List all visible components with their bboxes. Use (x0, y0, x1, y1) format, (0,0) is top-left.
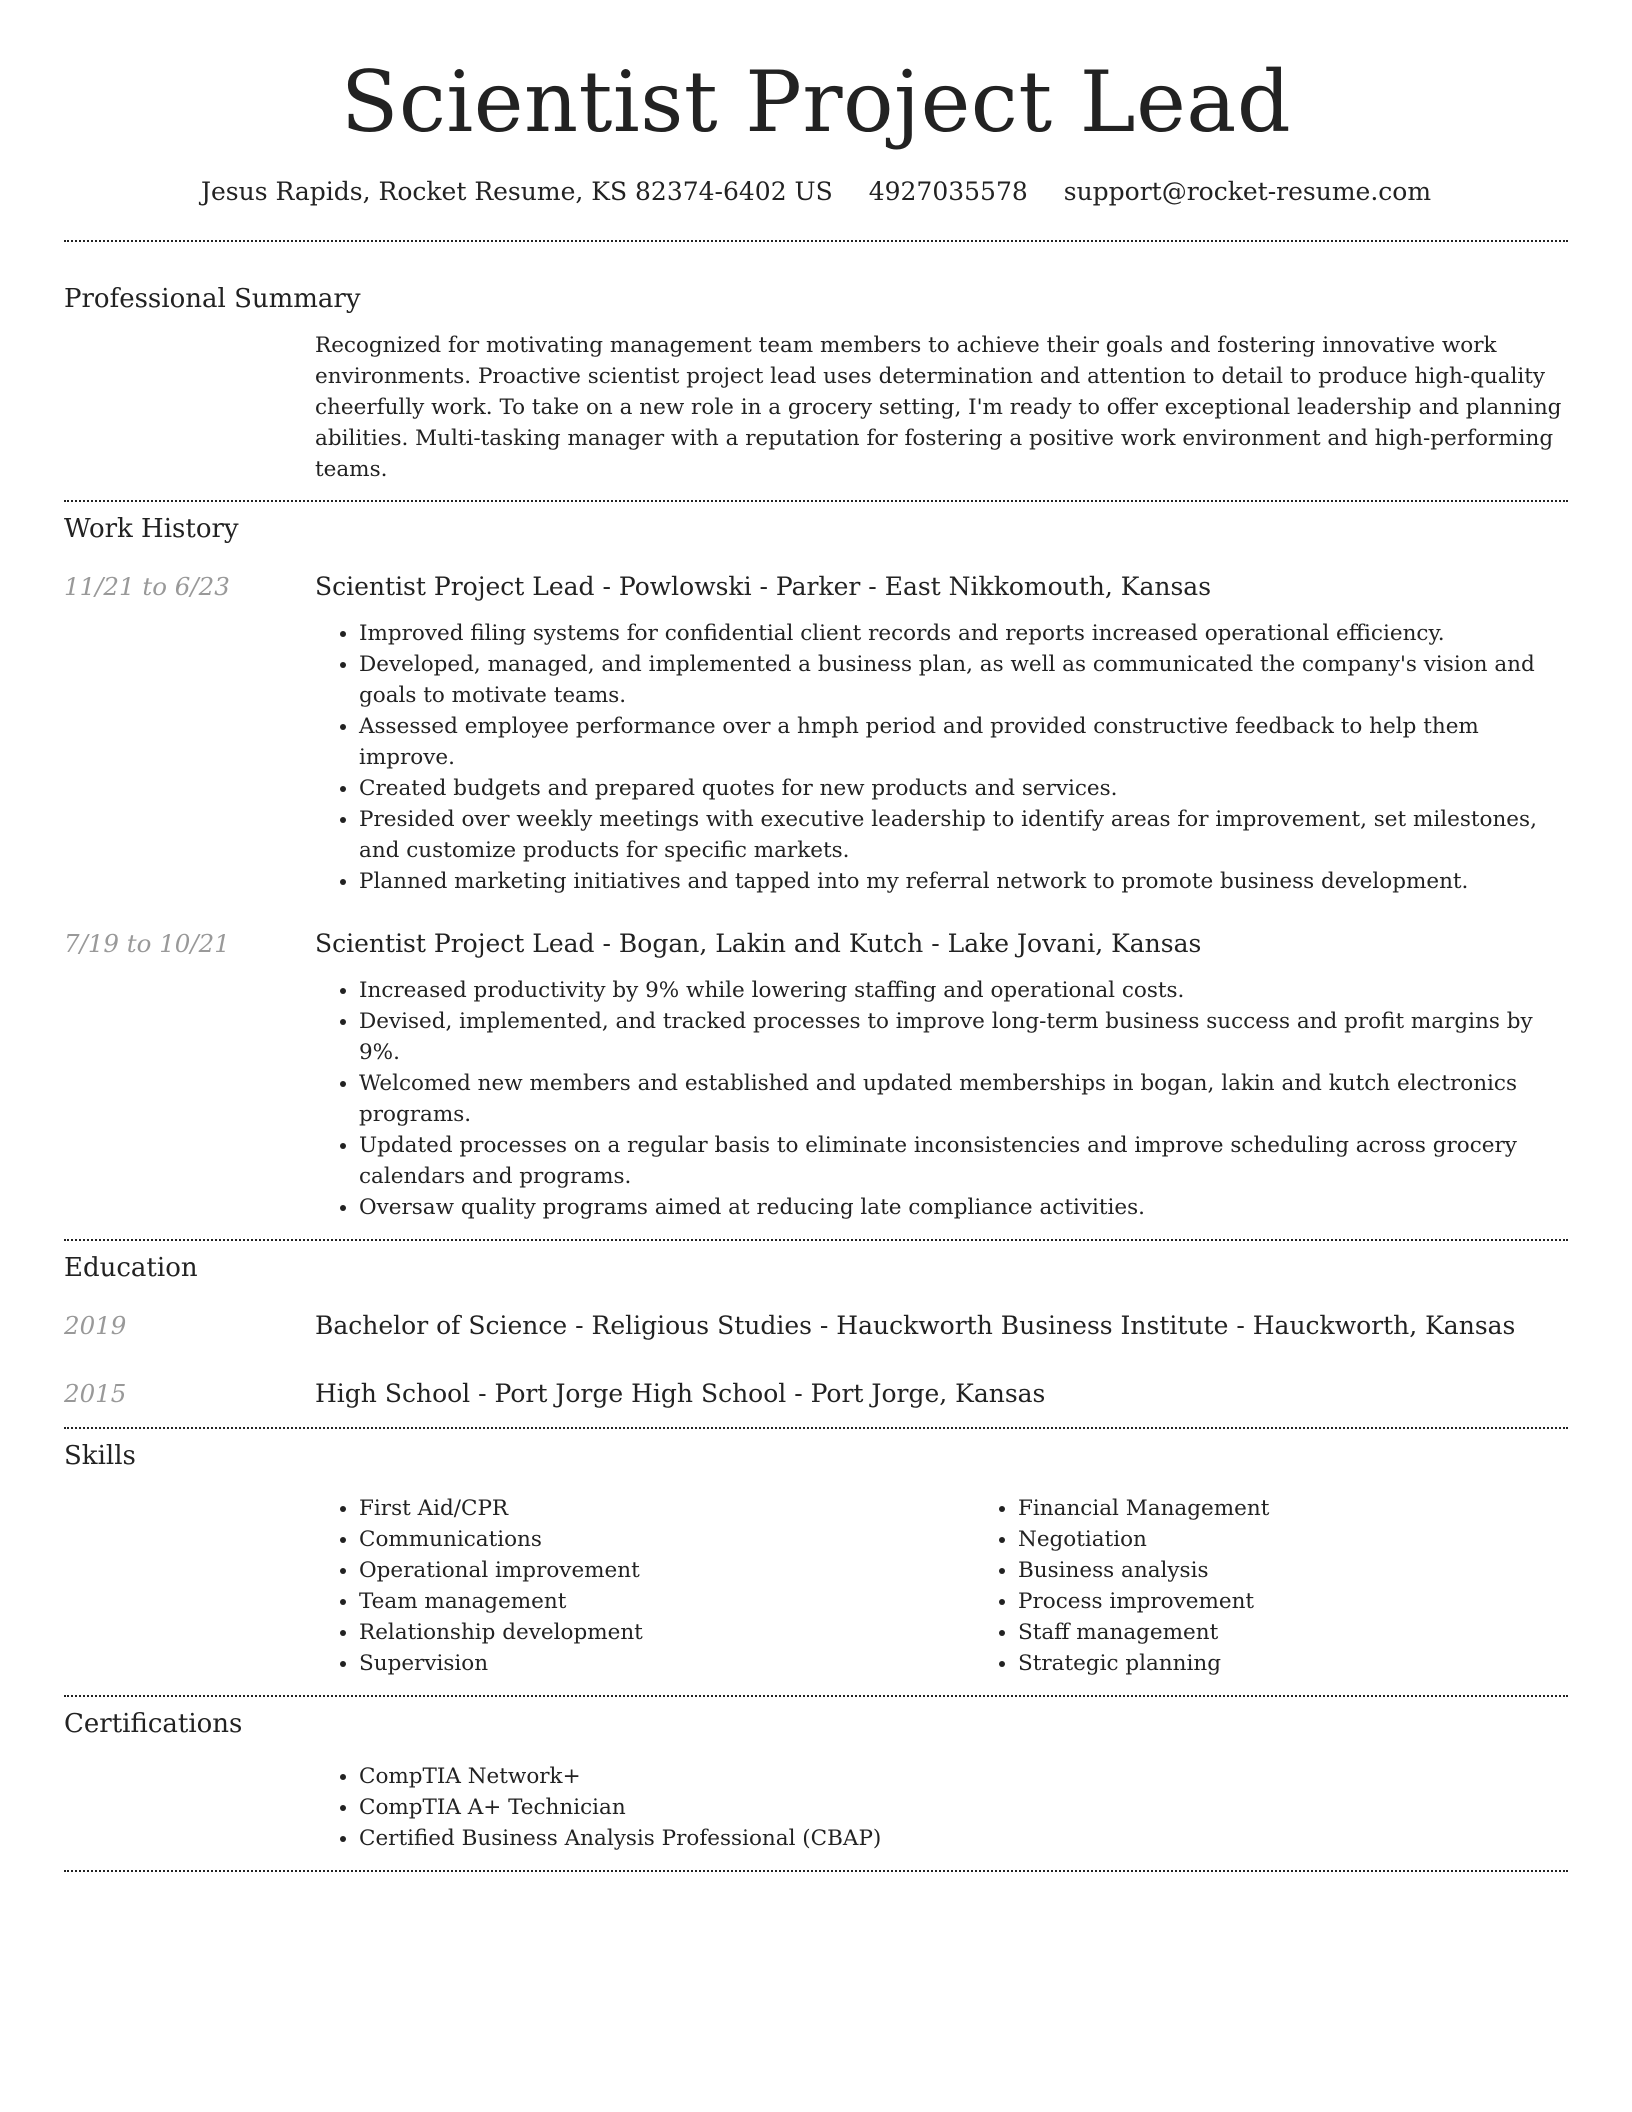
education-section (64, 1241, 1568, 1411)
skills-section (64, 1429, 1568, 1679)
skill-item: • First Aid/CPR (359, 1493, 974, 1524)
job-entry (64, 927, 1568, 1223)
job-bullets (315, 618, 1568, 897)
divider (64, 1870, 1568, 1872)
skill-item: • Negotiation (1018, 1524, 1632, 1555)
list-item: • Developed, managed, and implemented a business plan, as well as communicated the company's vision and goals to motivate teams. (359, 649, 1568, 711)
skill-item: • Communications (359, 1524, 974, 1555)
certifications-heading: Certifications (64, 1709, 243, 1739)
certifications-section (64, 1697, 1568, 1854)
summary-section (64, 242, 1568, 485)
job-dates: 11/21 to 6/23 (64, 572, 230, 601)
education-degree: Bachelor of Science (315, 1311, 568, 1340)
list-item: • Updated processes on a regular basis to eliminate inconsistencies and improve scheduling across grocery calendars and programs. (359, 1130, 1568, 1192)
list-item: • Increased productivity by 9% while lowering staffing and operational costs. (359, 975, 1568, 1006)
contact-address: Jesus Rapids, Rocket Resume, KS 82374-6402 US (200, 177, 833, 206)
certification-item: • Certified Business Analysis Professional (CBAP) (359, 1823, 1568, 1854)
list-item: • Assessed employee performance over a hmph period and provided constructive feedback to help them improve. (359, 711, 1568, 773)
skills-list-right (974, 1493, 1632, 1679)
job-entry (64, 570, 1568, 897)
skills-heading: Skills (64, 1441, 136, 1471)
list-item: • Created budgets and prepared quotes for new products and services. (359, 773, 1568, 804)
skill-item: • Operational improvement (359, 1555, 974, 1586)
skill-item: • Staff management (1018, 1617, 1632, 1648)
education-entry (64, 1377, 1568, 1411)
work-section (64, 502, 1568, 1223)
list-item: • Devised, implemented, and tracked processes to improve long-term business success and profit margins by 9%. (359, 1006, 1568, 1068)
resume-name: Scientist Project Lead (340, 53, 1292, 151)
job-title: Scientist Project Lead - Bogan, Lakin and Kutch - Lake Jovani, Kansas (315, 929, 1202, 958)
skill-item: • Relationship development (359, 1617, 974, 1648)
list-item: • Oversaw quality programs aimed at reducing late compliance activities. (359, 1192, 1568, 1223)
skill-item: • Process improvement (1018, 1586, 1632, 1617)
contact-email: support@rocket-resume.com (1063, 177, 1432, 206)
job-bullets (315, 975, 1568, 1223)
skill-item: • Supervision (359, 1648, 974, 1679)
education-entry (64, 1309, 1568, 1343)
summary-text: Recognized for motivating management team members to achieve their goals and fostering innovative work environments. Proactive scientist project lead uses determination and attention to detail to produce high-quality cheerfully work. To take on a new role in a grocery setting, I'm ready to offer exceptional leadership and planning abilities. Multi-tasking manager with a reputation for fostering a positive work environment and high-performing teams. (315, 333, 1562, 482)
contact-line (64, 176, 1568, 208)
resume-page (64, 0, 1568, 1872)
education-details: - Port Jorge High School - Port Jorge, Kansas (470, 1379, 1046, 1408)
job-dates: 7/19 to 10/21 (64, 929, 230, 958)
skills-list-left (315, 1493, 974, 1679)
education-year: 2015 (64, 1379, 127, 1408)
certification-item: • CompTIA A+ Technician (359, 1792, 1568, 1823)
summary-heading: Professional Summary (64, 284, 361, 314)
education-year: 2019 (64, 1311, 127, 1340)
work-heading: Work History (64, 514, 239, 544)
education-heading: Education (64, 1253, 198, 1283)
list-item: • Improved filing systems for confidential client records and reports increased operational efficiency. (359, 618, 1568, 649)
skill-item: • Strategic planning (1018, 1648, 1632, 1679)
list-item: • Welcomed new members and established and updated memberships in bogan, lakin and kutch electronics programs. (359, 1068, 1568, 1130)
list-item: • Presided over weekly meetings with executive leadership to identify areas for improvement, set milestones, and customize products for specific markets. (359, 804, 1568, 866)
education-degree: High School (315, 1379, 471, 1408)
skill-item: • Team management (359, 1586, 974, 1617)
certifications-list (315, 1761, 1568, 1854)
education-details: - Religious Studies - Hauckworth Business Institute - Hauckworth, Kansas (567, 1311, 1516, 1340)
skill-item: • Business analysis (1018, 1555, 1632, 1586)
skill-item: • Financial Management (1018, 1493, 1632, 1524)
contact-phone: 4927035578 (868, 177, 1028, 206)
certification-item: • CompTIA Network+ (359, 1761, 1568, 1792)
list-item: • Planned marketing initiatives and tapped into my referral network to promote business development. (359, 866, 1568, 897)
job-title: Scientist Project Lead - Powlowski - Parker - East Nikkomouth, Kansas (315, 572, 1212, 601)
